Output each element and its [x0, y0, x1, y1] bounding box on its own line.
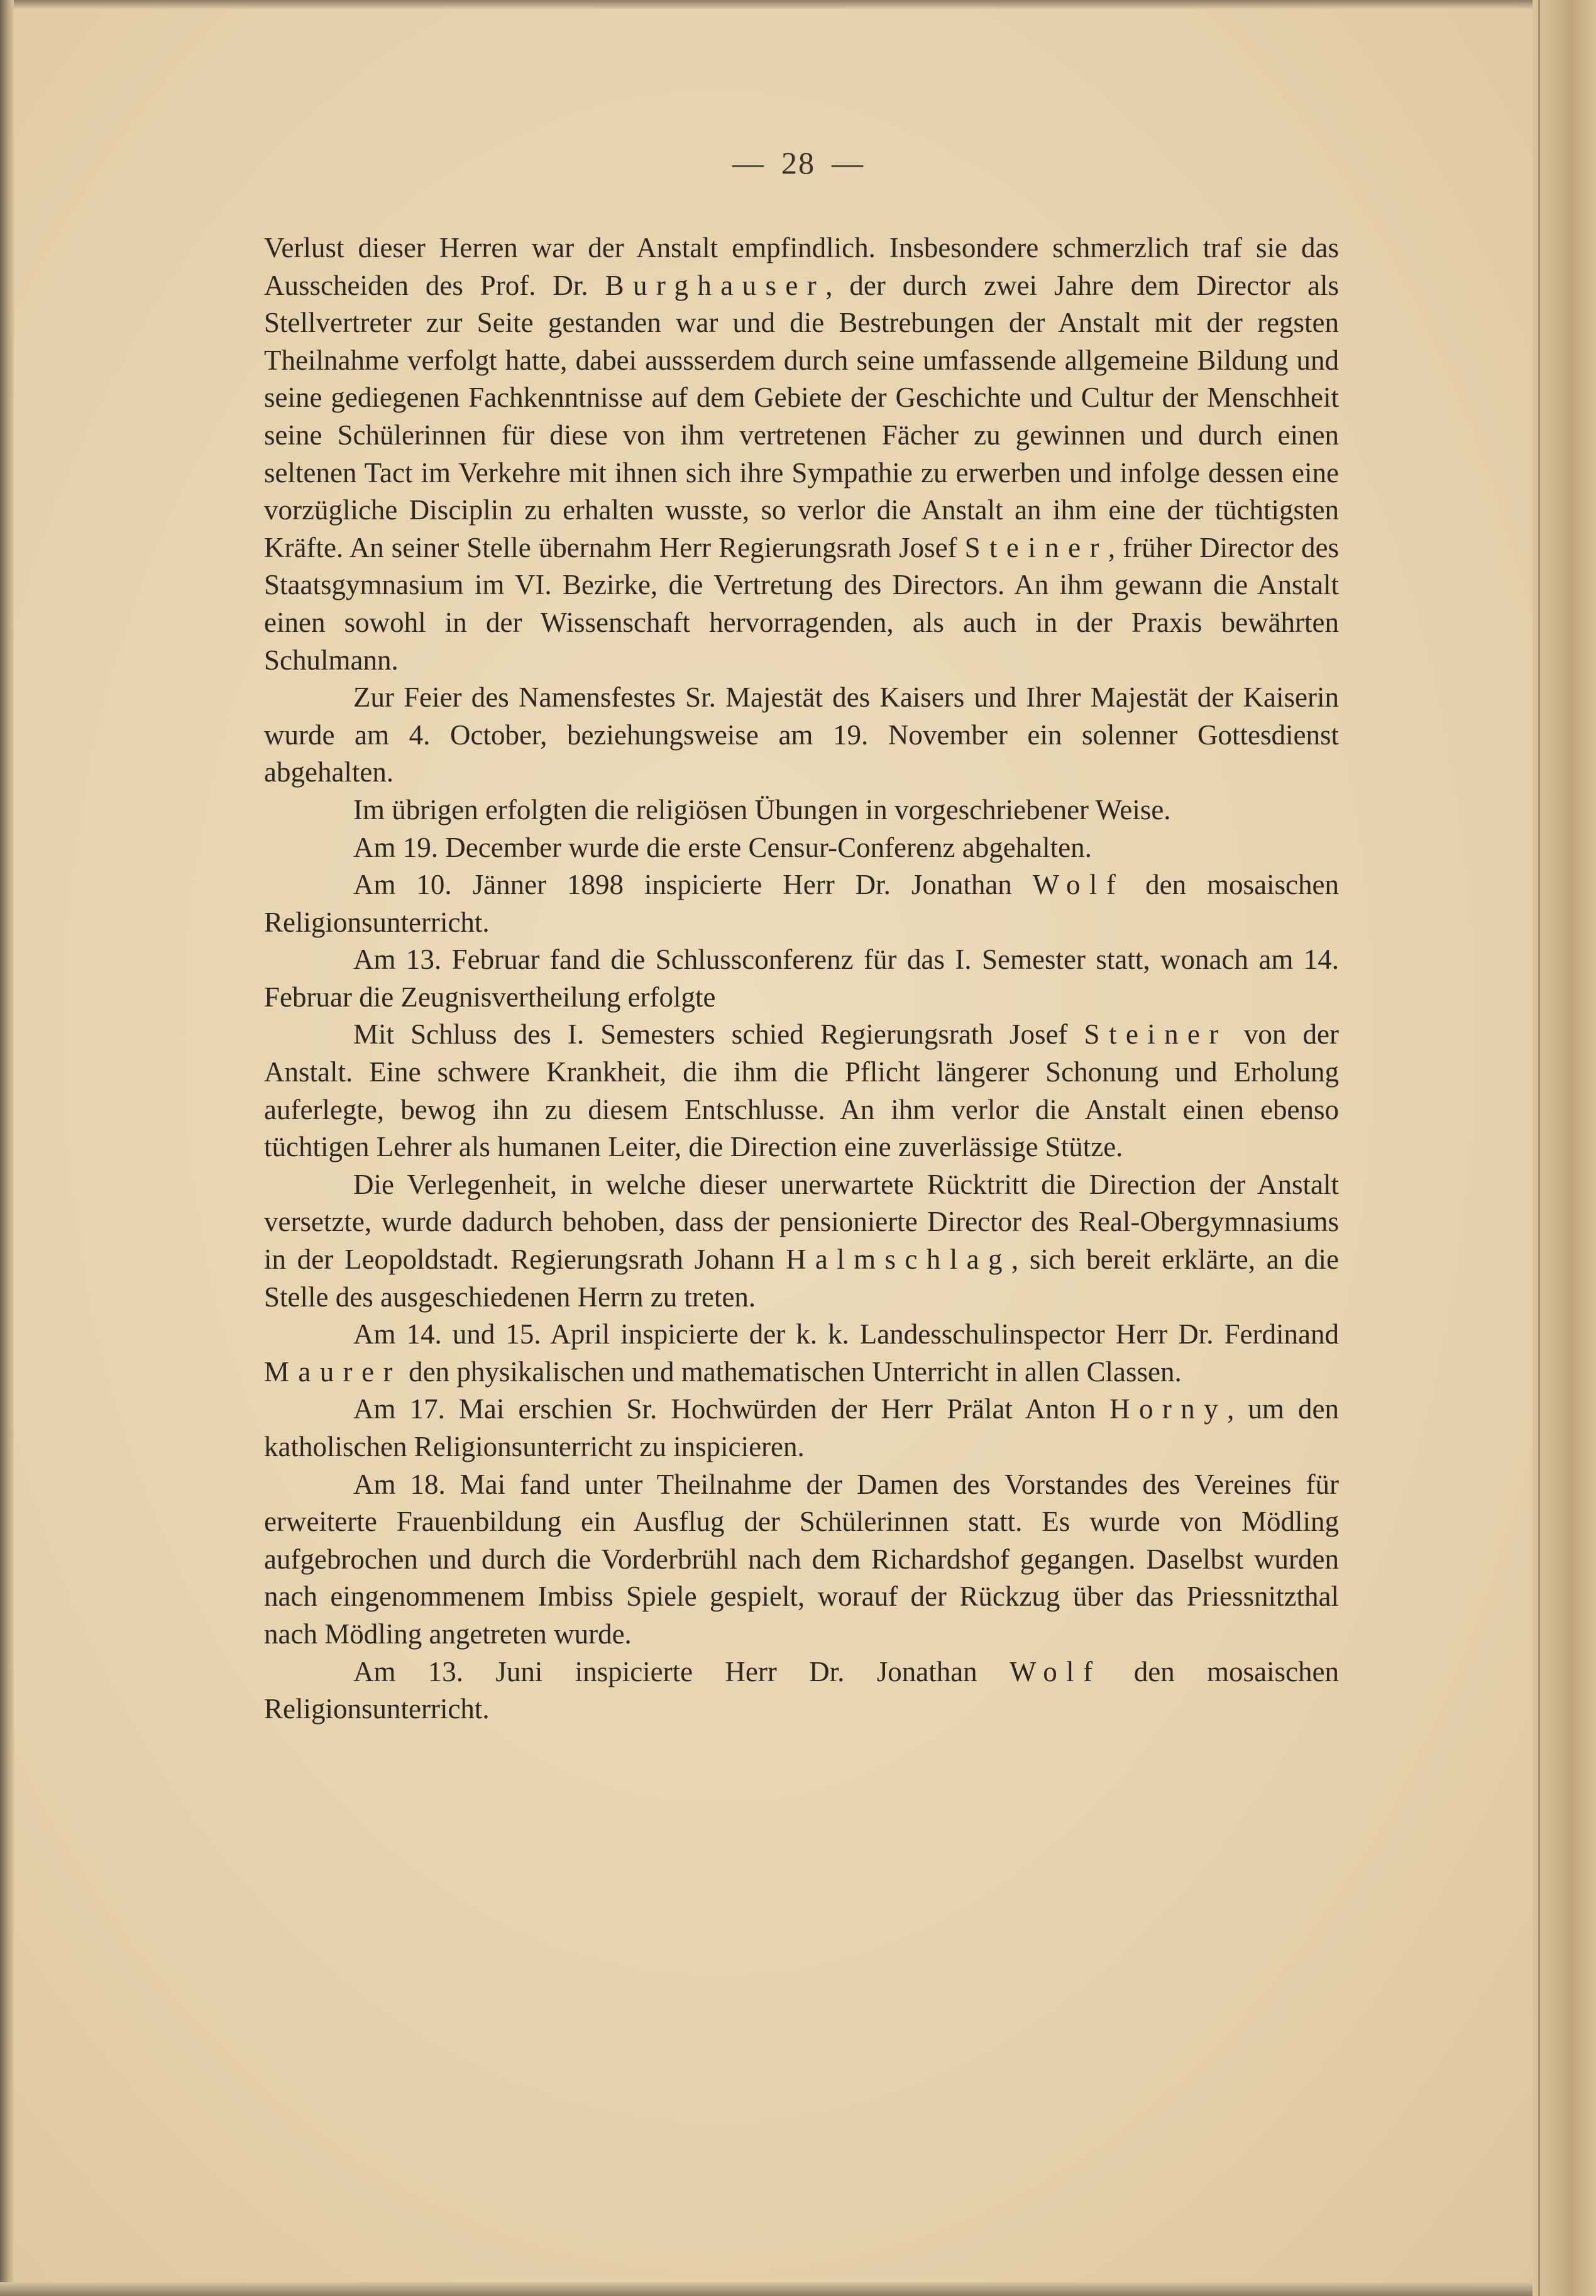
paragraph-text: , früher Director des Staatsgymnasium im VI. Bezirke, die Vertretung des Directors. An ihm gewann die Anstalt einen sowohl in der Wissenschaft hervorragenden, als auch in der Praxis bewährten Schulmann. [264, 531, 1339, 676]
paragraph [264, 1316, 1339, 1391]
paragraph-text: Am 13. Juni inspicierte Herr Dr. Jonathan [353, 1655, 1010, 1687]
paragraph [264, 679, 1339, 792]
spaced-name: Horny [1109, 1393, 1228, 1425]
paragraph-text: Am 19. December wurde die erste Censur-Conferenz abgehalten. [353, 831, 1092, 863]
paragraph [264, 1391, 1339, 1465]
spaced-name: Steiner [964, 531, 1108, 563]
paragraph-text: Die Verlegenheit, in welche dieser unerwartete Rücktritt die Direction der Anstalt versetzte, wurde dadurch behoben, dass der pensionierte Director des Real-Obergymnasiums in der Leopoldstadt. Regierungsrath Johann [264, 1168, 1339, 1276]
paragraph [264, 1466, 1339, 1653]
paragraph-text: Am 10. Jänner 1898 inspicierte Herr Dr. Jonathan [353, 869, 1033, 901]
page-number-dash-left: — [732, 145, 765, 180]
paragraph-text: , sich bereit erklärte, an die Stelle des ausgeschiedenen Herrn zu treten. [264, 1244, 1339, 1313]
spaced-name: Steiner [1084, 1018, 1228, 1051]
page-number-dash-right: — [832, 145, 864, 180]
paragraph-text: Verlust dieser Herren war der Anstalt empfindlich. Insbesondere schmerzlich traf sie das Ausscheiden des Prof. Dr. [264, 232, 1339, 301]
page-edge-bottom [0, 2282, 1596, 2296]
spaced-name: Wolf [1032, 869, 1125, 901]
paragraph [264, 1016, 1339, 1166]
paragraph [264, 1166, 1339, 1316]
paragraph-text: , um den katholischen Religionsunterricht zu inspicieren. [264, 1393, 1339, 1462]
paragraph-text: den mosaischen Religionsunterricht. [264, 1655, 1340, 1725]
book-gutter [1533, 0, 1596, 2296]
gutter-line [1538, 0, 1540, 2296]
page-edge-top [0, 0, 1596, 9]
paragraph [264, 941, 1339, 1016]
paragraph-text: Im übrigen erfolgten die religiösen Übungen in vorgeschriebener Weise. [353, 793, 1171, 825]
spaced-name: Burghauser [605, 269, 826, 301]
paragraph-text: den physikalischen und mathematischen Unterricht in allen Classen. [401, 1355, 1182, 1388]
paragraph [264, 866, 1339, 941]
page-number-value: 28 [781, 145, 815, 180]
paragraph [264, 792, 1339, 829]
paragraph-text: von der Anstalt. Eine schwere Krankheit, die ihm die Pflicht längerer Schonung und Erholung auferlegte, bewog ihn zu diesem Entschlusse. An ihm verlor die Anstalt einen ebenso tüchtigen Lehrer als humanen Leiter, die Direction eine zuverlässige Stütze. [264, 1018, 1339, 1163]
body-text [264, 229, 1339, 1728]
paragraph [264, 229, 1339, 679]
paragraph-text: , der durch zwei Jahre dem Director als Stellvertreter zur Seite gestanden war und die Bestrebungen der Anstalt mit der regsten Theilnahme verfolgt hatte, dabei aussserdem durch seine umfassende allgemeine Bildung und seine gediegenen Fachkenntnisse auf dem Gebiete der Geschichte und Cultur der Menschheit seine Schülerinnen für diese von ihm vertretenen Fächer zu gewinnen und durch einen seltenen Tact im Verkehre mit ihnen sich ihre Sympathie zu erwerben und infolge dessen eine vorzügliche Disciplin zu erhalten wusste, so verlor die Anstalt an ihm eine der tüchtigsten Kräfte. An seiner Stelle übernahm Herr Regierungsrath Josef [264, 269, 1339, 563]
spaced-name: Wolf [1010, 1655, 1102, 1687]
paragraph-text: Mit Schluss des I. Semesters schied Regierungsrath Josef [353, 1018, 1084, 1051]
spaced-name: Maurer [264, 1355, 402, 1388]
page-number [710, 145, 886, 181]
page-edge-left [0, 0, 14, 2296]
spaced-name: Halmschlag [785, 1244, 1011, 1276]
paragraph-text: den mosaischen Religionsunterricht. [264, 869, 1340, 938]
paragraph [264, 829, 1339, 867]
paragraph-text: Am 13. Februar fand die Schlussconferenz für das I. Semester statt, wonach am 14. Februar die Zeugnisvertheilung erfolgte [264, 944, 1339, 1013]
paragraph-text: Am 14. und 15. April inspicierte der k. k. Landesschulinspector Herr Dr. Ferdinand [353, 1318, 1339, 1350]
paragraph-text: Am 18. Mai fand unter Theilnahme der Damen des Vorstandes des Vereines für erweiterte Frauenbildung ein Ausflug der Schülerinnen statt. Es wurde von Mödling aufgebrochen und durch die Vorderbrühl nach dem Richardshof gegangen. Daselbst wurden nach eingenommenem Imbiss Spiele gespielt, worauf der Rückzug über das Priessnitzthal nach Mödling angetreten wurde. [264, 1468, 1339, 1650]
paragraph [264, 1653, 1339, 1728]
paragraph-text: Am 17. Mai erschien Sr. Hochwürden der Herr Prälat Anton [353, 1393, 1110, 1425]
paragraph-text: Zur Feier des Namensfestes Sr. Majestät des Kaisers und Ihrer Majestät der Kaiserin wurde am 4. October, beziehungsweise am 19. November ein solenner Gottesdienst abgehalten. [264, 682, 1339, 788]
